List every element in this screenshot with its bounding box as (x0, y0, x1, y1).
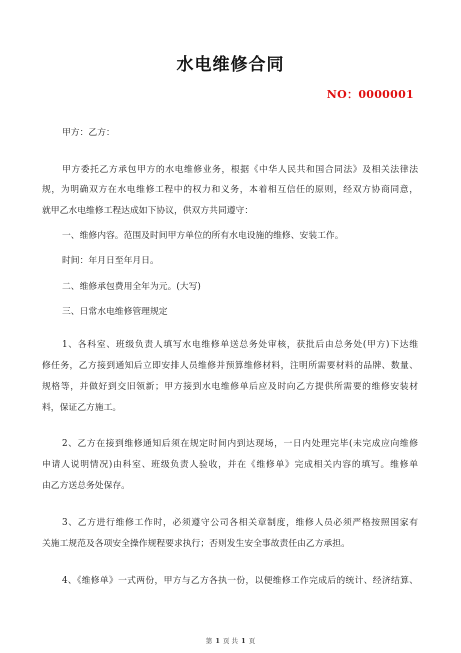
rule-1-line-1: 1、各科室、班级负责人填写水电维修单送总务处审核，获批后由总务处(甲方)下达维 (62, 340, 418, 350)
parties-line: 甲方：乙方： (62, 128, 115, 138)
intro-line-2: 规，为明确双方在水电维修工程中的权力和义务，本着相互信任的原则，经双方协商同意， (42, 185, 418, 195)
document-title: 水电维修合同 (176, 55, 285, 75)
intro-line-1: 甲方委托乙方承包甲方的水电维修业务，根据《中华人民共和国合同法》及相关法律法 (62, 165, 418, 175)
rule-1-line-3: 规格等，并做好到交旧领新；甲方接到水电维修单后应及时向乙方提供所需要的维修安装材 (42, 382, 418, 392)
item-1-scope: 一、维修内容。范围及时间甲方单位的所有水电设施的维修、安装工作。 (62, 231, 344, 241)
footer-mid: 页 共 (222, 637, 239, 645)
rule-3-line-2: 关施工规范及各项安全操作规程要求执行；否则发生安全事故责任由乙方承担。 (42, 539, 350, 549)
document-number: NO：0000001 (326, 88, 414, 101)
item-time: 时间：年月日至年月日。 (62, 256, 159, 266)
rule-4-line-1: 4、《维修单》一式两份，甲方与乙方各执一份，以便维修工作完成后的统计、经济结算、 (62, 576, 418, 586)
page-footer (0, 636, 461, 645)
rule-1-line-2: 修任务，乙方接到通知后立即安排人员维修并预算维修材料，注明所需要材料的品牌、数量、 (42, 361, 418, 371)
rule-2-line-1: 2、乙方在接到维修通知后须在规定时间内到达现场，一日内处理完毕(未完成应向维修 (62, 439, 418, 449)
item-2-fee: 二、维修承包费用全年为元。(大写) (62, 282, 201, 292)
footer-page-number: 1 (215, 637, 220, 645)
footer-suffix: 页 (248, 637, 256, 645)
rule-3-line-1: 3、乙方进行维修工作时，必须遵守公司各相关章制度，维修人员必须严格按照国家有 (62, 518, 418, 528)
rule-2-line-3: 由乙方送总务处保存。 (42, 481, 130, 491)
footer-total-pages: 1 (241, 637, 246, 645)
item-3-heading: 三、日常水电维修管理规定 (62, 307, 168, 317)
footer-prefix: 第 (205, 637, 213, 645)
rule-1-line-4: 料，保证乙方施工。 (42, 403, 122, 413)
intro-line-3: 就甲乙水电维修工程达成如下协议，供双方共同遵守： (42, 206, 254, 216)
rule-2-line-2: 申请人说明情况)由科室、班级负责人验收，并在《维修单》完成相关内容的填写。维修单 (42, 460, 418, 470)
